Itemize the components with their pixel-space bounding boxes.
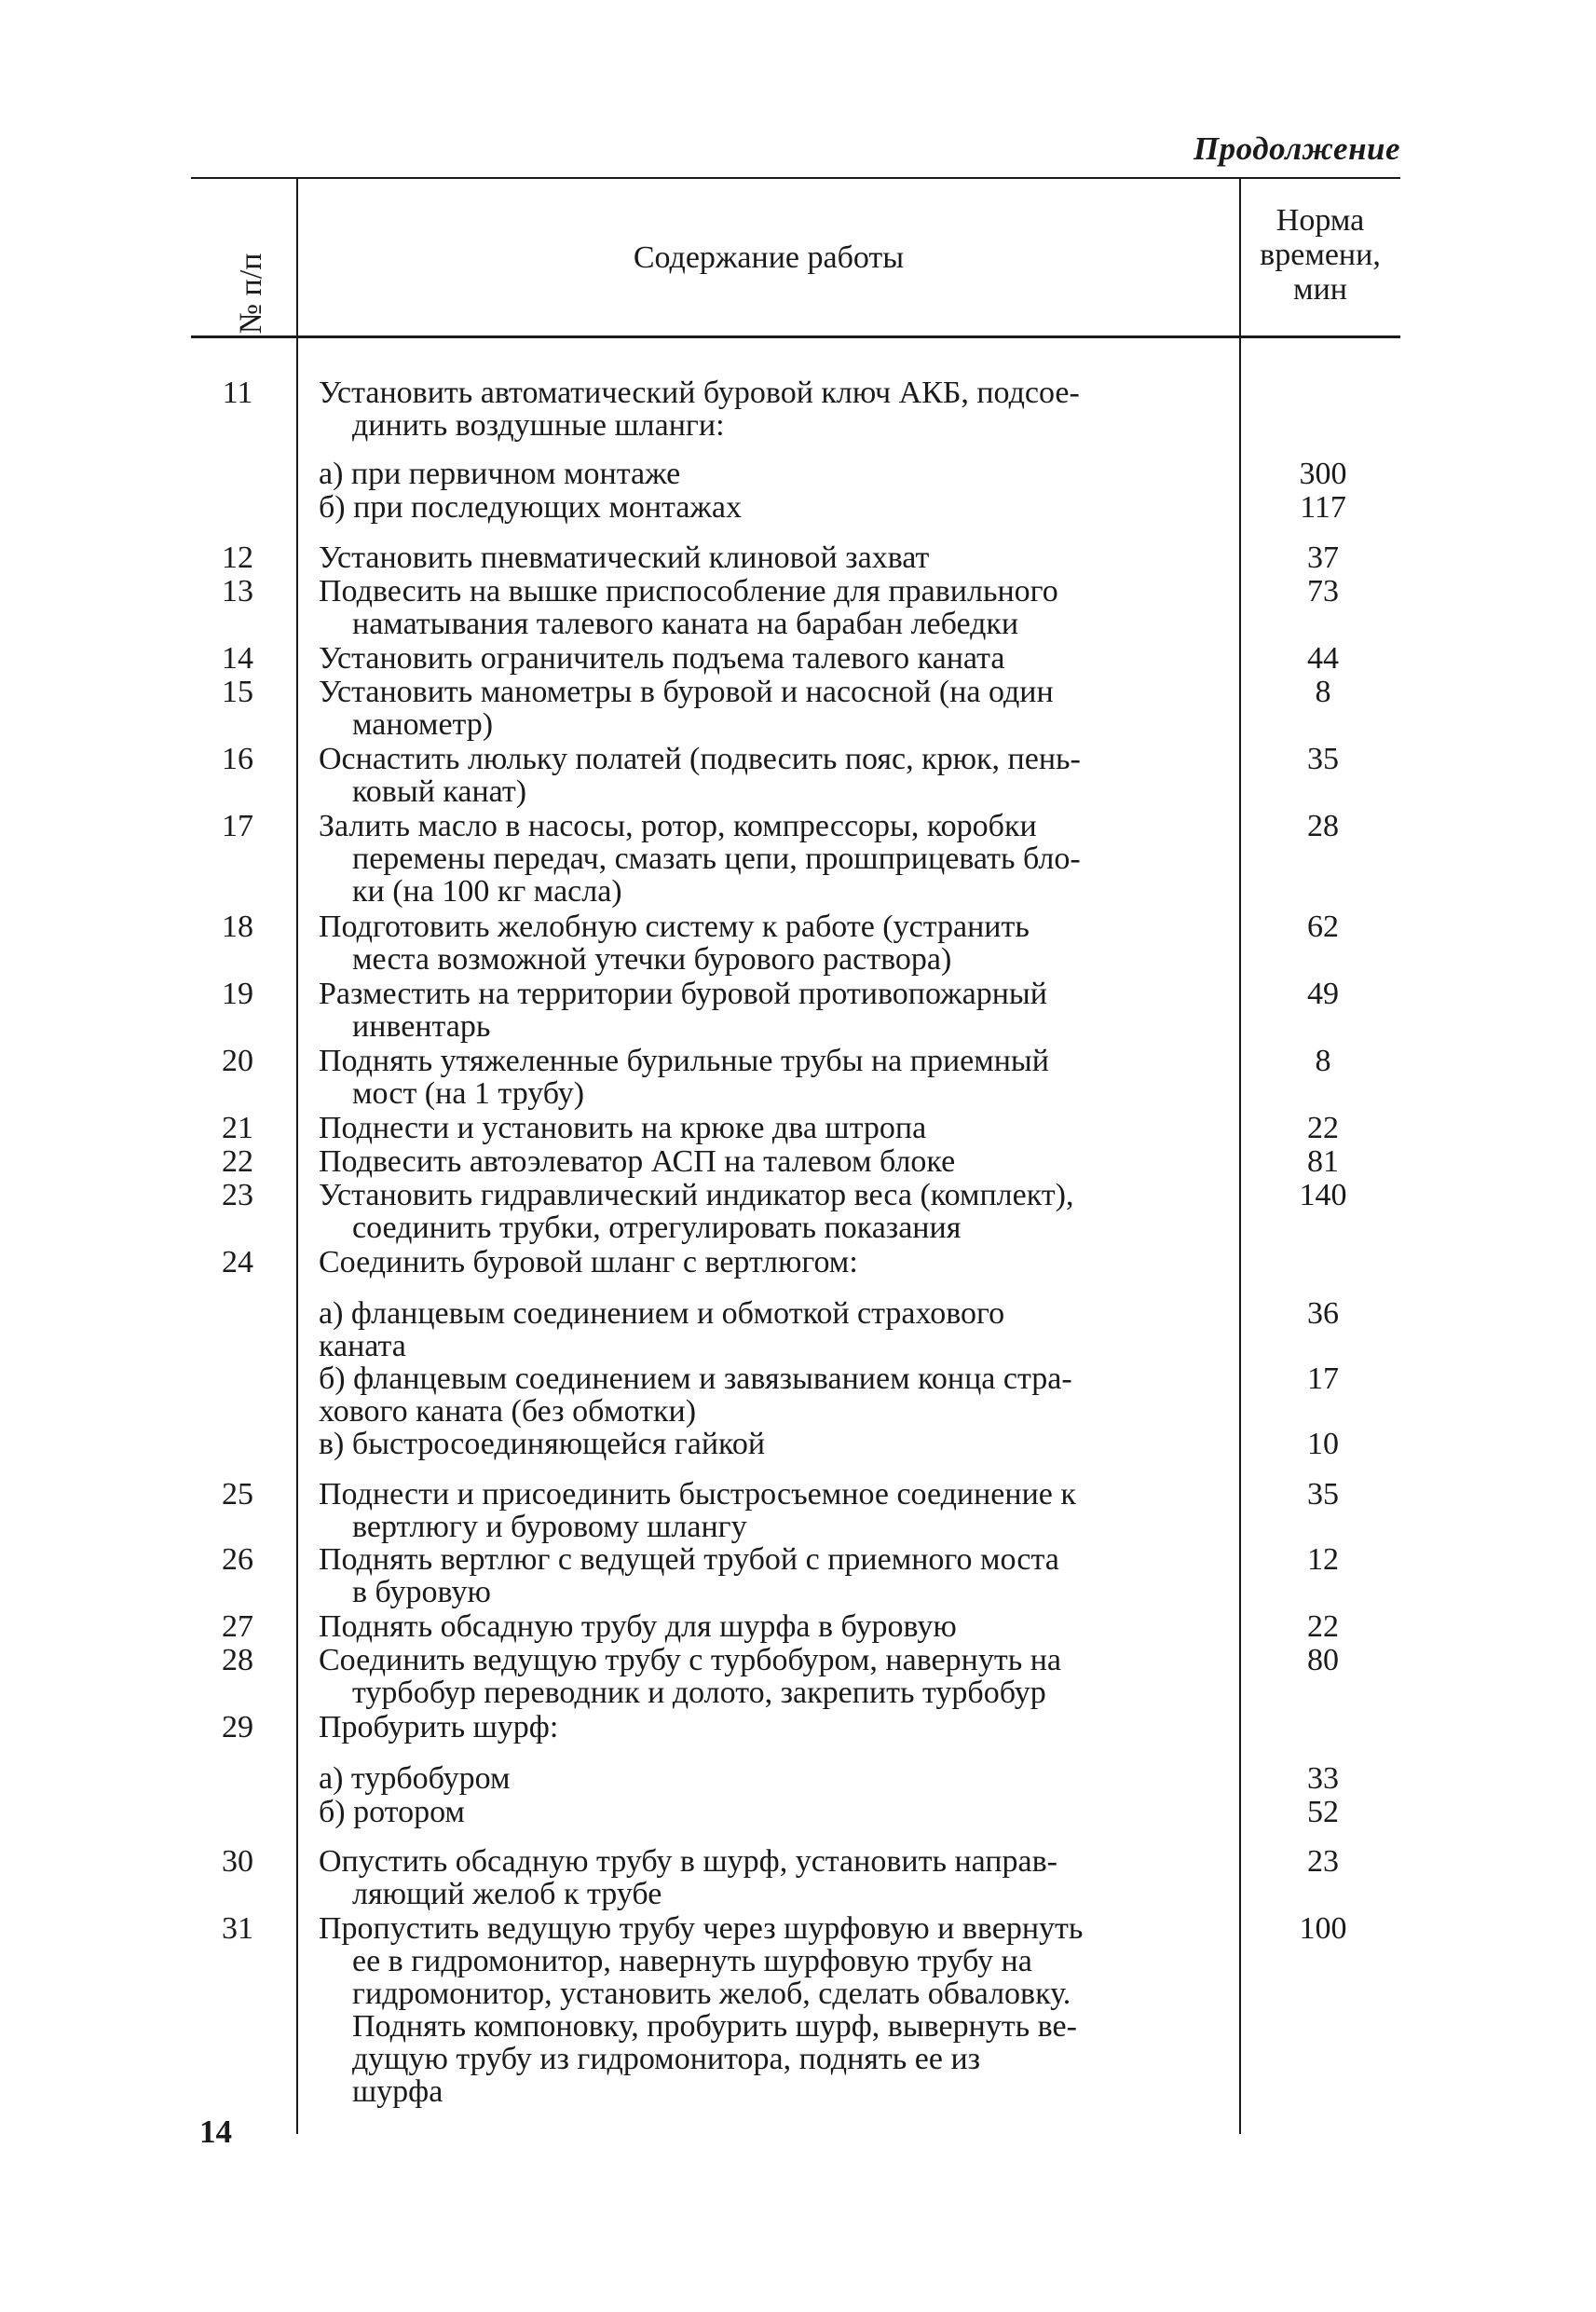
row-time: 300 [1299, 457, 1347, 491]
row-content [319, 743, 1221, 808]
row-number: 24 [222, 1245, 253, 1279]
row-content-line: места возможной утечки бурового раствора) [352, 942, 952, 977]
row-number: 29 [222, 1710, 253, 1744]
row-content [319, 1796, 1221, 1828]
row-content [319, 541, 1221, 574]
row-time: 8 [1315, 1044, 1331, 1078]
row-content [319, 1711, 1221, 1744]
row-content-line: Оснастить люльку полатей (подвесить пояс, крюк, пень- [319, 742, 1081, 776]
row-number: 17 [222, 809, 253, 843]
row-time: 80 [1307, 1643, 1339, 1677]
row-content [319, 1478, 1221, 1543]
row-content [319, 1246, 1221, 1279]
row-content [319, 1362, 1221, 1428]
row-content-line: наматывания талевого каната на барабан лебедки [352, 607, 1019, 641]
row-content-line: каната [319, 1329, 406, 1363]
row-content-line: б) при последующих монтажах [319, 490, 742, 525]
header-time-line: времени, [1260, 238, 1381, 272]
row-content-line: Установить манометры в буровой и насосной (на один [319, 675, 1054, 709]
row-time: 52 [1307, 1795, 1339, 1829]
row-content-line: Соединить буровой шланг с вертлюгом: [319, 1245, 858, 1279]
row-content [319, 1644, 1221, 1709]
row-time: 17 [1307, 1361, 1339, 1396]
row-content-line: динить воздушные шланги: [352, 408, 725, 443]
row-time: 100 [1299, 1911, 1347, 1946]
row-content-line: Пропустить ведущую трубу через шурфовую и ввернуть [319, 1911, 1084, 1946]
row-content [319, 1045, 1221, 1110]
row-content-line: б) ротором [319, 1795, 465, 1829]
row-content-line: инвентарь [352, 1009, 491, 1044]
row-content-line: Установить пневматический клиновой захват [319, 540, 930, 575]
row-content [319, 491, 1221, 524]
row-number: 16 [222, 742, 253, 776]
row-content-line: ки (на 100 кг масла) [352, 874, 622, 909]
row-content-line: Подвесить на вышке приспособление для правильного [319, 574, 1058, 609]
row-time: 73 [1307, 574, 1339, 609]
row-time: 140 [1299, 1178, 1347, 1212]
row-content [319, 1762, 1221, 1795]
row-content-line: Установить гидравлический индикатор веса (комплект), [319, 1178, 1074, 1212]
row-number: 25 [222, 1477, 253, 1512]
row-number: 22 [222, 1144, 253, 1179]
row-time: 8 [1315, 675, 1331, 709]
row-time: 28 [1307, 809, 1339, 843]
row-content [319, 1428, 1221, 1460]
row-content-line: в буровую [352, 1575, 491, 1609]
row-time: 22 [1307, 1609, 1339, 1644]
row-content-line: Подвесить автоэлеватор АСП на талевом блоке [319, 1144, 956, 1179]
row-content-line: Поднять обсадную трубу для шурфа в буровую [319, 1609, 957, 1644]
row-content-line: а) турбобуром [319, 1761, 511, 1796]
row-content-line: а) фланцевым соединением и обмоткой страхового [319, 1296, 1005, 1331]
row-content-line: Опустить обсадную трубу в шурф, установить направ- [319, 1844, 1057, 1879]
row-number: 26 [222, 1542, 253, 1577]
row-content-line: Залить масло в насосы, ротор, компрессоры, коробки [319, 809, 1037, 843]
row-content [319, 575, 1221, 640]
row-content-line: Поднять утяжеленные бурильные трубы на приемный [319, 1044, 1049, 1078]
row-content-line: дущую трубу из гидромонитора, поднять ее из [352, 2042, 981, 2076]
row-number: 27 [222, 1609, 253, 1644]
row-content-line: Разместить на территории буровой противопожарный [319, 977, 1047, 1011]
row-time: 62 [1307, 910, 1339, 944]
row-content [319, 810, 1221, 908]
row-number: 21 [222, 1111, 253, 1145]
row-content [319, 1610, 1221, 1643]
row-number: 19 [222, 977, 253, 1011]
row-content-line: манометр) [352, 707, 494, 742]
header-time-line: мин [1293, 272, 1347, 307]
row-content [319, 676, 1221, 741]
row-content-line: Установить ограничитель подъема талевого каната [319, 641, 1005, 676]
header-time-column [1241, 203, 1399, 307]
row-content [319, 376, 1221, 442]
row-time: 36 [1307, 1296, 1339, 1331]
row-content [319, 1543, 1221, 1608]
row-time: 12 [1307, 1542, 1339, 1577]
row-content [319, 978, 1221, 1043]
row-content-line: Поднести и установить на крюкe два штропа [319, 1111, 927, 1145]
row-content [319, 642, 1221, 675]
row-content [319, 1145, 1221, 1178]
row-time: 117 [1300, 490, 1346, 525]
row-time: 44 [1307, 641, 1339, 676]
row-content [319, 458, 1221, 490]
row-time: 37 [1307, 540, 1339, 575]
row-content-line: турбобур переводник и долото, закрепить турбобур [352, 1676, 1046, 1710]
row-content-line: Поднять компоновку, пробурить шурф, вывернуть ве- [352, 2009, 1077, 2044]
row-content-line: гидромонитор, установить желоб, сделать обваловку. [352, 1977, 1071, 2011]
row-content [319, 1112, 1221, 1144]
row-content [319, 1912, 1221, 2108]
row-time: 49 [1307, 977, 1339, 1011]
row-content-line: а) при первичном монтаже [319, 457, 681, 491]
row-number: 12 [222, 540, 253, 575]
column-divider-right [1239, 179, 1241, 2134]
header-bottom-rule [191, 335, 1400, 338]
row-time: 33 [1307, 1761, 1339, 1796]
row-number: 23 [222, 1178, 253, 1212]
row-time: 81 [1307, 1144, 1339, 1179]
row-content-line: соединить трубки, отрегулировать показания [352, 1211, 962, 1245]
row-content-line: в) быстросоединяющейся гайкой [319, 1427, 766, 1461]
header-time-line: Норма [1275, 203, 1365, 238]
row-time: 22 [1307, 1111, 1339, 1145]
row-content-line: хового каната (без обмотки) [319, 1394, 697, 1429]
row-time: 35 [1307, 1477, 1339, 1512]
row-content-line: Подготовить желобную систему к работе (устранить [319, 910, 1030, 944]
header-number-column: № п/п [234, 253, 268, 335]
row-content-line: Поднять вертлюг с ведущей трубой с приемного моста [319, 1542, 1059, 1577]
row-content-line: шурфа [352, 2074, 443, 2109]
row-number: 14 [222, 641, 253, 676]
row-time: 23 [1307, 1844, 1339, 1879]
row-time: 10 [1307, 1427, 1339, 1461]
top-rule [191, 177, 1400, 179]
row-content [319, 1179, 1221, 1244]
row-content-line: Пробурить шурф: [319, 1710, 559, 1744]
row-content-line: мост (на 1 трубу) [352, 1076, 585, 1111]
row-content-line: Соединить ведущую трубу с турбобуром, навернуть на [319, 1643, 1061, 1677]
row-content-line: б) фланцевым соединением и завязыванием конца стра- [319, 1361, 1072, 1396]
continuation-label: Продолжение [1193, 130, 1400, 167]
column-divider-left [296, 179, 298, 2134]
row-content-line: ковый канат) [352, 774, 527, 809]
page-number: 14 [199, 2114, 232, 2150]
row-number: 15 [222, 675, 253, 709]
header-content-column: Содержание работы [633, 240, 905, 275]
row-number: 11 [222, 376, 253, 410]
row-content [319, 910, 1221, 976]
row-number: 30 [222, 1844, 253, 1879]
row-content-line: вертлюгу и буровому шлангу [352, 1510, 747, 1544]
row-content [319, 1297, 1221, 1362]
row-number: 20 [222, 1044, 253, 1078]
row-content [319, 1845, 1221, 1910]
row-content-line: ляющий желоб к трубе [352, 1877, 662, 1911]
row-number: 18 [222, 910, 253, 944]
row-number: 28 [222, 1643, 253, 1677]
row-content-line: Поднести и присоединить быстросъемное соединение к [319, 1477, 1076, 1512]
row-number: 13 [222, 574, 253, 609]
row-content-line: Установить автоматический буровой ключ АКБ, подсое- [319, 376, 1080, 410]
row-time: 35 [1307, 742, 1339, 776]
row-content-line: перемены передач, смазать цепи, прошприцевать бло- [352, 841, 1081, 876]
row-content-line: ее в гидромонитор, навернуть шурфовую трубу на [352, 1944, 1032, 1978]
row-number: 31 [222, 1911, 253, 1946]
